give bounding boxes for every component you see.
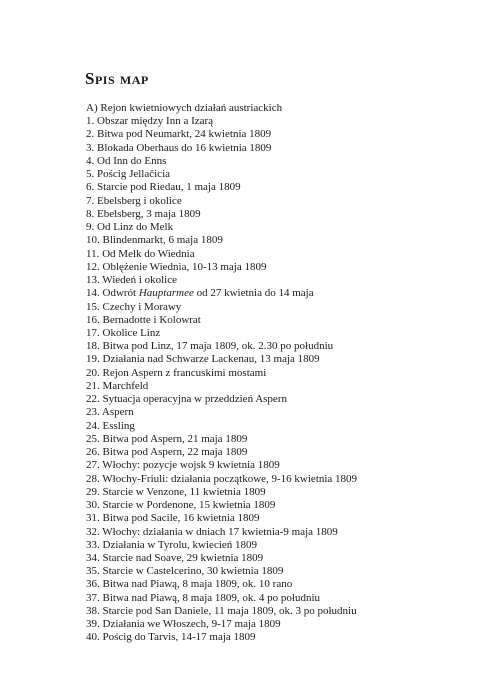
list-item: 1. Obszar między Inn a Izarą	[86, 115, 214, 128]
list-item: 35. Starcie w Castelcerino, 30 kwietnia 1809	[86, 565, 284, 578]
list-item: A) Rejon kwietniowych działań austriackich	[86, 102, 283, 114]
list-item: 21. Marchfeld	[86, 379, 149, 392]
list-item: 36. Bitwa nad Piawą, 8 maja 1809, ok. 10 rano	[86, 578, 293, 591]
list-item-text: 14. Odwrót	[86, 287, 139, 300]
list-item: 12. Oblężenie Wiednia, 10-13 maja 1809	[86, 260, 267, 273]
list-item	[86, 287, 466, 300]
map-list	[86, 102, 466, 645]
list-item: 40. Pościg do Tarvis, 14-17 maja 1809	[86, 631, 256, 644]
list-item: 8. Ebelsberg, 3 maja 1809	[86, 207, 201, 220]
list-item: 39. Działania we Włoszech, 9-17 maja 1809	[86, 618, 281, 631]
italic-term: Hauptarmee	[138, 287, 194, 300]
list-item: 31. Bitwa pod Sacile, 16 kwietnia 1809	[86, 512, 260, 525]
list-item: 30. Starcie w Pordenone, 15 kwietnia 1809	[86, 499, 276, 512]
list-item: 7. Ebelsberg i okolice	[86, 194, 182, 207]
list-item: 29. Starcie w Venzone, 11 kwietnia 1809	[86, 485, 266, 498]
list-item: 17. Okolice Linz	[86, 326, 161, 339]
list-item: 2. Bitwa pod Neumarkt, 24 kwietnia 1809	[86, 128, 272, 141]
list-item: 20. Rejon Aspern z francuskimi mostami	[86, 366, 267, 379]
list-item: 37. Bitwa nad Piawą, 8 maja 1809, ok. 4 po południu	[86, 591, 321, 604]
list-item: 16. Bernadotte i Kolowrat	[86, 313, 201, 326]
list-item: 33. Działania w Tyrolu, kwiecień 1809	[86, 538, 258, 551]
list-item: 38. Starcie pod San Daniele, 11 maja 1809, ok. 3 po południu	[86, 604, 357, 617]
list-item: 25. Bitwa pod Aspern, 21 maja 1809	[86, 432, 248, 445]
list-item: 23. Aspern	[86, 406, 134, 419]
list-item: 32. Włochy: działania w dniach 17 kwietnia-9 maja 1809	[86, 525, 338, 538]
list-item: 27. Włochy: pozycje wojsk 9 kwietnia 1809	[86, 459, 280, 472]
list-item: 19. Działania nad Schwarze Lackenau, 13 maja 1809	[86, 353, 320, 366]
list-item: 28. Włochy-Friuli: działania początkowe, 9-16 kwietnia 1809	[86, 472, 358, 485]
list-item: 34. Starcie nad Soave, 29 kwietnia 1809	[86, 551, 264, 564]
list-item: 26. Bitwa pod Aspern, 22 maja 1809	[86, 446, 248, 459]
list-item: 18. Bitwa pod Linz, 17 maja 1809, ok. 2.30 po południu	[86, 340, 334, 353]
list-item: 11. Od Melk do Wiednia	[86, 247, 195, 260]
list-item: 9. Od Linz do Melk	[86, 221, 174, 234]
list-item: 6. Starcie pod Riedau, 1 maja 1809	[86, 181, 241, 194]
list-item: 3. Blokada Oberhaus do 16 kwietnia 1809	[86, 141, 272, 154]
list-item: 13. Wiedeń i okolice	[86, 274, 177, 287]
list-item: 15. Czechy i Morawy	[86, 300, 182, 313]
list-item-text: od 27 kwietnia do 14 maja	[193, 287, 314, 300]
list-item: 4. Od Inn do Enns	[86, 154, 167, 167]
page-title: Spis map	[85, 69, 149, 88]
list-item: 10. Blindenmarkt, 6 maja 1809	[86, 234, 223, 247]
list-item: 24. Essling	[86, 419, 135, 432]
list-item: 5. Pościg Jellačicia	[86, 168, 171, 181]
list-item: 22. Sytuacja operacyjna w przeddzień Aspern	[86, 393, 287, 406]
